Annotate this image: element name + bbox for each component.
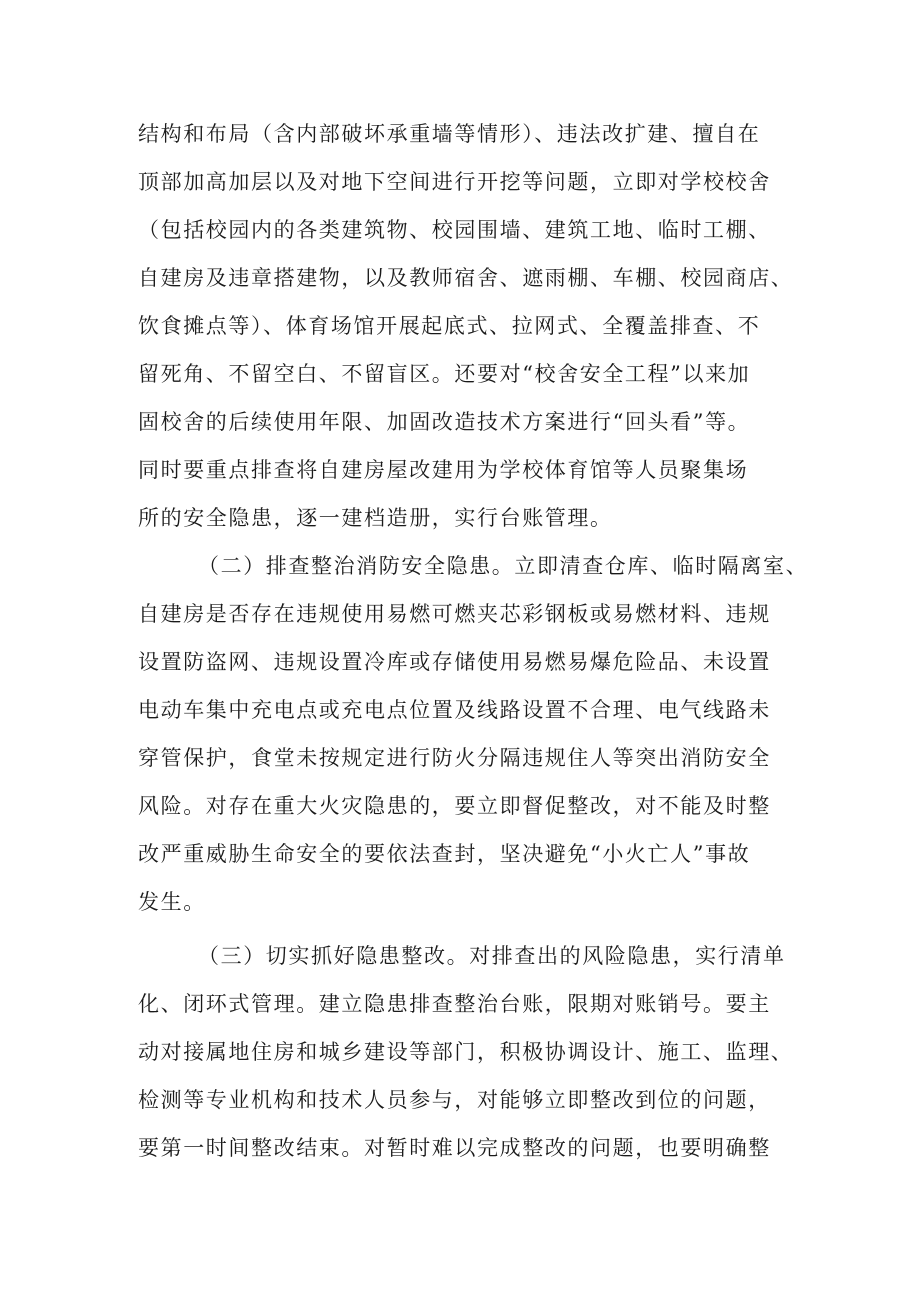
text-line: 设置防盗网、违规设置冷库或存储使用易燃易爆危险品、未设置 <box>138 650 771 674</box>
text-line: （包括校园内的各类建筑物、校园围墙、建筑工地、临时工棚、 <box>138 218 771 242</box>
section-heading-line: （三）切实抓好隐患整改。对排查出的风险隐患，实行清单 <box>198 944 786 968</box>
text-line: 自建房及违章搭建物，以及教师宿舍、遮雨棚、车棚、校园商店、 <box>138 266 794 290</box>
text-line: 电动车集中充电点或充电点位置及线路设置不合理、电气线路未 <box>138 698 771 722</box>
text-line: 同时要重点排查将自建房屋改建用为学校体育馆等人员聚集场 <box>138 458 749 482</box>
text-line: 结构和布局（含内部破坏承重墙等情形）、违法改扩建、擅自在 <box>138 122 761 146</box>
text-line: 动对接属地住房和城乡建设等部门，积极协调设计、施工、监理、 <box>138 1040 794 1064</box>
text-line: 改严重威胁生命安全的要依法查封，坚决避免“小火亡人”事故 <box>138 842 751 866</box>
text-line: 穿管保护，食堂未按规定进行防火分隔违规住人等突出消防安全 <box>138 746 771 770</box>
text-line: 风险。对存在重大火灾隐患的，要立即督促整改，对不能及时整 <box>138 794 771 818</box>
section-heading-line: （二）排查整治消防安全隐患。立即清查仓库、临时隔离室、 <box>198 554 809 578</box>
text-line: 饮食摊点等）、体育场馆开展起底式、拉网式、全覆盖排查、不 <box>138 314 761 338</box>
text-line: 固校舍的后续使用年限、加固改造技术方案进行“回头看”等。 <box>138 410 751 434</box>
text-line: 要第一时间整改结束。对暂时难以完成整改的问题，也要明确整 <box>138 1136 771 1160</box>
text-line: 所的安全隐患，逐一建档造册，实行台账管理。 <box>138 506 613 530</box>
text-line: 化、闭环式管理。建立隐患排查整治台账，限期对账销号。要主 <box>138 992 771 1016</box>
text-line: 留死角、不留空白、不留盲区。还要对“校舍安全工程”以来加 <box>138 362 751 386</box>
text-line: 发生。 <box>138 890 206 914</box>
text-line: 自建房是否存在违规使用易燃可燃夹芯彩钢板或易燃材料、违规 <box>138 602 771 626</box>
text-line: 检测等专业机构和技术人员参与，对能够立即整改到位的问题， <box>138 1088 771 1112</box>
text-line: 顶部加高加层以及对地下空间进行开挖等问题，立即对学校校舍 <box>138 170 771 194</box>
